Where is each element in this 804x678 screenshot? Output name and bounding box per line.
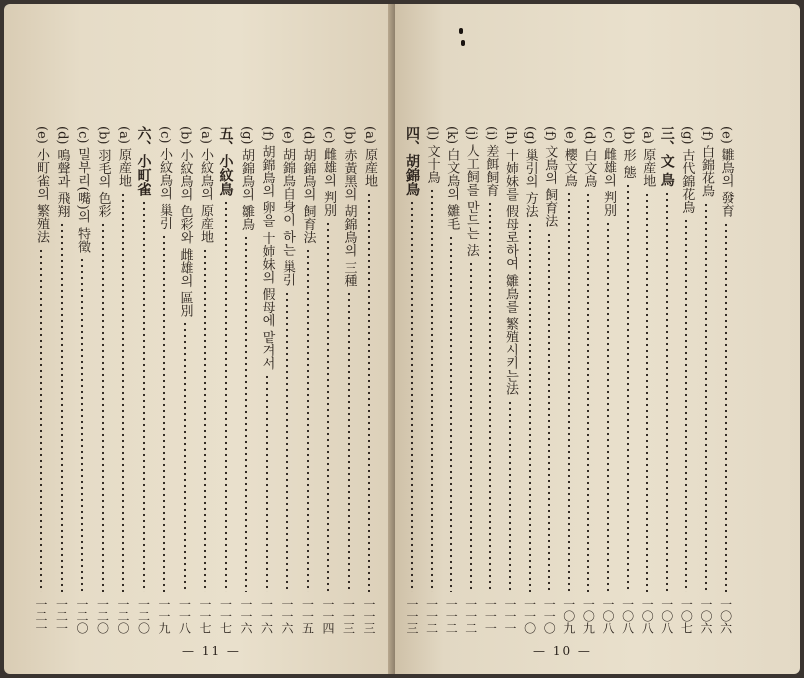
dot-leader — [327, 221, 329, 592]
dot-leader — [81, 257, 83, 592]
toc-page-number: 一〇九 — [561, 598, 576, 634]
toc-entry-title: (f) 白錦花鳥 — [699, 126, 714, 198]
toc-entry — [53, 126, 71, 634]
toc-page-number: 一〇六 — [699, 598, 713, 634]
right-page-number: — 10 — — [533, 644, 592, 658]
right-page — [395, 4, 800, 674]
toc-entry — [423, 126, 441, 634]
dot-leader — [431, 188, 433, 592]
dot-leader — [529, 222, 531, 592]
left-page — [4, 4, 393, 674]
toc-page-number: 一一七 — [218, 598, 233, 634]
toc-entry — [638, 126, 656, 634]
toc-entry — [155, 126, 173, 634]
toc-entry — [176, 126, 194, 634]
toc-entry — [237, 126, 255, 634]
toc-entry — [442, 126, 460, 634]
dot-leader — [646, 192, 648, 592]
toc-entry — [579, 126, 597, 634]
dot-leader — [509, 400, 511, 592]
dot-leader — [163, 234, 165, 592]
toc-page-number: 一〇八 — [659, 598, 674, 634]
dot-leader — [627, 183, 629, 592]
dot-leader — [143, 200, 145, 592]
toc-entry-title: (g) 巢引의 方法 — [522, 126, 538, 218]
dot-leader — [102, 222, 104, 592]
toc-section-heading — [403, 126, 421, 634]
toc-entry-title: (b) 小紋鳥의 色彩와 雌雄의 區別 — [177, 126, 193, 317]
toc-page-number: 一〇八 — [601, 598, 615, 634]
dot-leader — [307, 248, 309, 592]
toc-entry — [278, 126, 296, 634]
toc-entry — [540, 126, 558, 634]
dot-leader — [607, 221, 609, 592]
toc-section-heading — [135, 126, 153, 634]
toc-entry — [340, 126, 358, 634]
ink-smudge — [461, 40, 465, 46]
toc-entry — [73, 126, 91, 634]
toc-entry — [114, 126, 132, 634]
toc-entry-title: (l) 文十鳥 — [424, 126, 440, 184]
dot-leader — [725, 222, 727, 592]
toc-page-number: 一一六 — [239, 598, 253, 634]
toc-page-number: 一一八 — [177, 598, 192, 634]
toc-entry-title: (b) 羽毛의 色彩 — [95, 126, 111, 218]
toc-entry-title: 四、胡錦鳥 — [404, 126, 420, 196]
toc-page-number: 一一五 — [300, 598, 315, 634]
toc-entry-title: (c) 雌雄의 判別 — [601, 126, 616, 217]
toc-page-number: 一二〇 — [136, 598, 151, 634]
toc-page-number: 一一〇 — [542, 598, 557, 634]
toc-entry — [619, 126, 637, 634]
dot-leader — [225, 200, 227, 592]
toc-entry-title: (a) 原産地 — [640, 126, 656, 188]
dot-leader — [204, 248, 206, 592]
toc-page-number: 一一二 — [463, 598, 478, 634]
toc-page-number: 一一四 — [321, 598, 335, 634]
dot-leader — [587, 192, 589, 592]
toc-entry-title: (c) 雌雄의 判別 — [321, 126, 336, 217]
toc-entry-title: (j) 人工飼를 만드는 法 — [463, 126, 479, 257]
toc-page-number: 一一六 — [259, 598, 274, 634]
toc-entry — [462, 126, 480, 634]
toc-entry — [717, 126, 735, 634]
toc-entry-title: (f) 文鳥의 飼育法 — [542, 126, 558, 228]
toc-page-number: 一〇八 — [620, 598, 635, 634]
toc-page-number: 一〇九 — [581, 598, 596, 634]
toc-entry-title: (e) 小町雀의 繁殖法 — [34, 126, 49, 244]
toc-entry — [521, 126, 539, 634]
dot-leader — [61, 222, 63, 592]
toc-entry — [501, 126, 519, 634]
toc-entry-title: (c) 밀부리(嘴)의 特徵 — [75, 126, 90, 253]
toc-entry-title: (d) 白文鳥 — [581, 126, 597, 188]
dot-leader — [489, 201, 491, 592]
toc-entry-title: (d) 胡錦鳥의 飼育法 — [300, 126, 316, 244]
left-page-number: — 11 — — [182, 644, 241, 658]
toc-entry-title: (d) 鳴聲과 飛翔 — [54, 126, 70, 218]
toc-page-number: 一一九 — [157, 598, 171, 634]
toc-entry — [481, 126, 499, 634]
toc-entry — [258, 126, 276, 634]
toc-entry — [599, 126, 617, 634]
toc-entry-title: (b) 赤黃黑의 胡錦鳥의 三種 — [341, 126, 357, 287]
dot-leader — [348, 291, 350, 592]
toc-page-number: 一二〇 — [95, 598, 110, 634]
toc-page-number: 一一六 — [280, 598, 294, 634]
toc-entry — [94, 126, 112, 634]
toc-entry-title: (e) 雛鳥의 發育 — [718, 126, 734, 218]
toc-entry-title: (g) 古代錦花鳥 — [679, 126, 695, 214]
toc-entry-title: (e) 胡錦鳥自身이 하는 巢引 — [280, 126, 295, 287]
dot-leader — [40, 248, 42, 592]
toc-page-number: 一一三 — [405, 598, 419, 634]
toc-entry — [319, 126, 337, 634]
dot-leader — [685, 218, 687, 592]
dot-leader — [548, 232, 550, 592]
toc-page-number: 一一七 — [198, 598, 212, 634]
toc-entry — [697, 126, 715, 634]
dot-leader — [286, 291, 288, 592]
dot-leader — [450, 235, 452, 592]
toc-page-number: 一一三 — [362, 598, 376, 634]
toc-page-number: 一〇六 — [718, 598, 733, 634]
toc-page-number: 一一三 — [341, 598, 356, 634]
toc-entry-title: (h) 十姉妹를 假母로하여 雛鳥를 繁殖시키는法 — [503, 126, 518, 396]
toc-entry-title: (c) 小紋鳥의 巢引 — [157, 126, 172, 230]
toc-entry-title: 三、文 鳥 — [658, 126, 675, 187]
toc-entry — [360, 126, 378, 634]
dot-leader — [245, 235, 247, 592]
toc-page-number: 一一二 — [424, 598, 439, 634]
toc-page-number: 一二〇 — [75, 598, 89, 634]
ink-smudge — [459, 28, 463, 34]
toc-page-number: 一一一 — [483, 598, 498, 634]
dot-leader — [122, 192, 124, 592]
toc-page-number: 一〇八 — [640, 598, 655, 634]
toc-page-number: 一一〇 — [522, 598, 537, 634]
toc-entry-title: (b) 形 態 — [620, 126, 636, 179]
dot-leader — [470, 261, 472, 592]
toc-entry-title: (a) 原産地 — [362, 126, 377, 188]
toc-entry — [32, 126, 50, 634]
toc-entry-title: (e) 櫻文鳥 — [561, 126, 577, 187]
toc-entry-title: 五、小紋鳥 — [217, 126, 234, 196]
toc-entry-title: (k) 白文鳥의 雛毛 — [444, 126, 460, 231]
toc-page-number: 一一二 — [444, 598, 459, 634]
toc-entry-title: (g) 胡錦鳥의 雛鳥 — [239, 126, 254, 231]
dot-leader — [666, 191, 668, 592]
dot-leader — [705, 202, 707, 592]
dot-leader — [368, 192, 370, 592]
toc-page-number: 一二〇 — [116, 598, 130, 634]
toc-entry-title: (i) 差餌飼育 — [483, 126, 499, 197]
toc-entry-title: 六、小町雀 — [135, 126, 152, 196]
dot-leader — [266, 374, 268, 592]
toc-page-number: 一〇七 — [679, 598, 694, 634]
toc-page-number: 一二一 — [34, 598, 48, 634]
toc-entry-title: (a) 原産地 — [116, 126, 131, 188]
toc-section-heading — [658, 126, 676, 634]
toc-entry — [677, 126, 695, 634]
toc-page-number: 一二一 — [54, 598, 69, 634]
dot-leader — [184, 321, 186, 592]
toc-entry — [196, 126, 214, 634]
dot-leader — [411, 200, 413, 592]
toc-section-heading — [217, 126, 235, 634]
toc-page-number: 一一一 — [503, 598, 517, 634]
toc-entry — [560, 126, 578, 634]
toc-entry-title: (a) 小紋鳥의 原産地 — [198, 126, 213, 244]
toc-entry — [299, 126, 317, 634]
dot-leader — [568, 191, 570, 592]
toc-entry-title: (f) 胡錦鳥의 卵을 十姉妹의 假母에 맡겨서 — [259, 126, 275, 370]
